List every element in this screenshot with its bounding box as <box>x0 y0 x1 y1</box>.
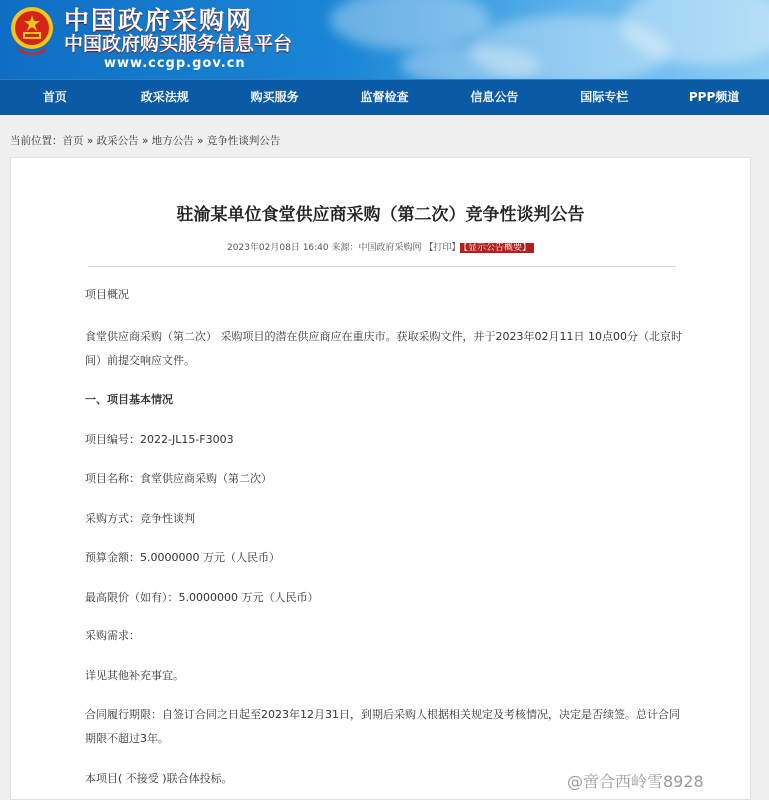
site-subtitle: 中国政府购买服务信息平台 <box>64 33 293 55</box>
nav-purchase-services[interactable]: 购买服务 <box>250 90 299 104</box>
national-emblem-icon[interactable] <box>10 6 54 58</box>
nav-home[interactable]: 首页 <box>42 90 67 104</box>
breadcrumb <box>10 133 280 148</box>
breadcrumb-local-notices[interactable]: 地方公告 <box>151 135 194 147</box>
project-overview-heading: 项目概况 <box>85 288 129 301</box>
procurement-requirements-label: 采购需求： <box>85 629 140 642</box>
breadcrumb-procurement-notices[interactable]: 政采公告 <box>96 135 139 147</box>
site-header <box>0 0 769 79</box>
nav-announcements[interactable]: 信息公告 <box>470 90 519 104</box>
site-url[interactable]: www.ccgp.gov.cn <box>104 56 246 71</box>
consortium-bid-note: 本项目( 不接受 )联合体投标。 <box>85 772 233 785</box>
breadcrumb-home[interactable]: 首页 <box>62 135 84 147</box>
show-summary-button[interactable]: 【显示公告概要】 <box>460 243 534 253</box>
cloud-decoration <box>330 0 490 50</box>
contract-period: 合同履行期限：自签订合同之日起至2023年12月31日，到期后采购人根据相关规定及考核情况，决定是否续签。总计合同期限不超过3年。 <box>85 708 680 745</box>
breadcrumb-separator: » <box>83 135 97 147</box>
nav-supervision[interactable]: 监督检查 <box>360 90 409 104</box>
watermark: @啻合西岭雪8928 <box>567 772 704 791</box>
project-number: 项目编号：2022-JL15-F3003 <box>85 433 234 446</box>
requirements-detail: 详见其他补充事宜。 <box>85 669 184 682</box>
procurement-method: 采购方式：竞争性谈判 <box>85 512 195 525</box>
breadcrumb-separator: » <box>193 135 207 147</box>
nav-international[interactable]: 国际专栏 <box>580 90 629 104</box>
article-meta <box>11 240 750 253</box>
overview-paragraph: 食堂供应商采购（第二次） 采购项目的潜在供应商应在重庆市。获取采购文件，并于2023年02月11日 10点00分（北京时间）前提交响应文件。 <box>85 330 682 367</box>
breadcrumb-negotiation-notices[interactable]: 竞争性谈判公告 <box>206 135 281 147</box>
project-name: 项目名称：食堂供应商采购（第二次） <box>85 472 272 485</box>
max-price: 最高限价（如有）：5.0000000 万元（人民币） <box>85 591 319 604</box>
main-nav <box>0 79 769 115</box>
site-title[interactable]: 中国政府采购网 <box>64 6 254 35</box>
budget-amount: 预算金额：5.0000000 万元（人民币） <box>85 551 280 564</box>
nav-ppp[interactable]: PPP频道 <box>688 90 740 104</box>
article-source-label: 来源： <box>331 243 359 253</box>
section-basic-info-heading: 一、项目基本情况 <box>85 393 173 406</box>
print-button[interactable]: 【打印】 <box>424 243 461 253</box>
nav-regulations[interactable]: 政采法规 <box>140 90 189 104</box>
breadcrumb-prefix: 当前位置： <box>10 135 63 147</box>
article-title: 驻渝某单位食堂供应商采购（第二次）竞争性谈判公告 <box>176 205 585 225</box>
cloud-decoration <box>400 45 540 79</box>
article-datetime: 2023年02月08日 16:40 <box>227 243 329 253</box>
breadcrumb-separator: » <box>138 135 152 147</box>
article-source: 中国政府采购网 <box>358 243 422 253</box>
title-divider <box>88 266 676 267</box>
